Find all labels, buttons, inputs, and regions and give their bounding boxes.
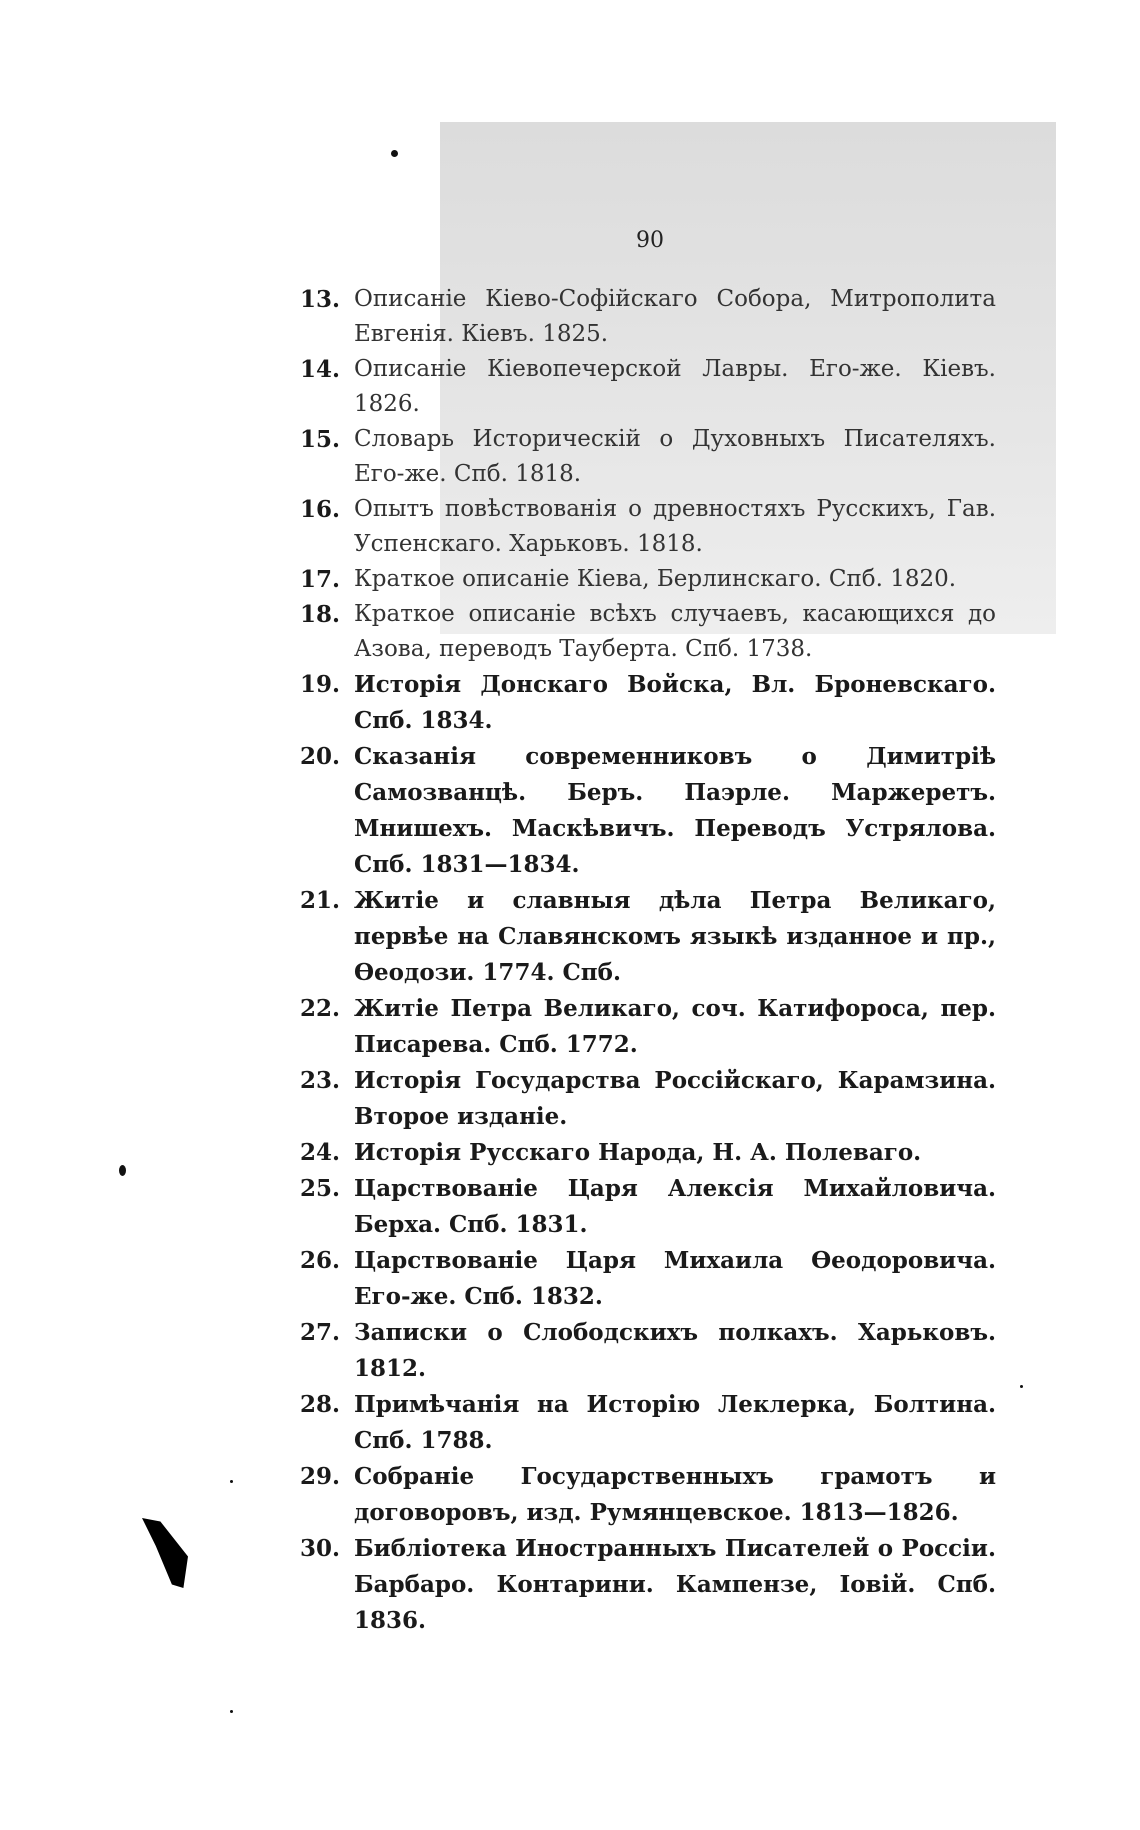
entry-text: Описаніе Кіевопечерской Лавры. Его-же. Кіевъ. 1826. xyxy=(354,356,996,417)
entry-text: Собраніе Государственныхъ грамотъ и договоровъ, изд. Румянцевское. 1813—1826. xyxy=(354,1463,996,1526)
bibliography-entry xyxy=(300,667,996,739)
entry-text: Царствованіе Царя Михаила Өеодоровича. Его-же. Спб. 1832. xyxy=(354,1247,996,1310)
entry-text: Краткое описаніе Кіева, Берлинскаго. Спб. 1820. xyxy=(354,566,957,592)
entry-number: 24. xyxy=(300,1139,341,1166)
scan-speck xyxy=(391,150,398,157)
bibliography-entry xyxy=(300,562,996,597)
bibliography-entry xyxy=(300,1387,996,1459)
entry-number: 16. xyxy=(300,496,341,523)
entry-text: Описаніе Кіево-Софійскаго Собора, Митрополита Евгенія. Кіевъ. 1825. xyxy=(354,286,996,347)
bibliography-entry xyxy=(300,1315,996,1387)
entry-number: 13. xyxy=(300,286,341,313)
bibliography-entry xyxy=(300,597,996,667)
bibliography-entry xyxy=(300,739,996,883)
bibliography-entry xyxy=(300,1135,996,1171)
entry-text: Словарь Историческій о Духовныхъ Писателяхъ. Его-же. Спб. 1818. xyxy=(354,426,996,487)
entry-text: Царствованіе Царя Алексія Михайловича. Берха. Спб. 1831. xyxy=(354,1175,996,1238)
bibliography-entry xyxy=(300,1171,996,1243)
entry-number: 18. xyxy=(300,601,341,628)
bibliography-entry xyxy=(300,1459,996,1531)
bibliography-entry xyxy=(300,282,996,352)
scan-speck xyxy=(119,1165,126,1176)
bibliography-entry xyxy=(300,1243,996,1315)
bibliography-entry xyxy=(300,422,996,492)
entry-text: Библіотека Иностранныхъ Писателей о Россіи. Барбаро. Контарини. Кампензе, Іовій. Спб. 1836. xyxy=(354,1535,996,1634)
entry-text: Исторія Донскаго Войска, Вл. Броневскаго. Спб. 1834. xyxy=(354,671,996,734)
entry-text: Опытъ повѣствованія о древностяхъ Русскихъ, Гав. Успенскаго. Харьковъ. 1818. xyxy=(354,496,996,557)
entry-number: 25. xyxy=(300,1175,341,1202)
entry-number: 19. xyxy=(300,671,341,698)
bibliography-entry xyxy=(300,991,996,1063)
entry-text: Записки о Слободскихъ полкахъ. Харьковъ. 1812. xyxy=(354,1319,996,1382)
entry-text: Краткое описаніе всѣхъ случаевъ, касающихся до Азова, переводъ Тауберта. Спб. 1738. xyxy=(354,601,996,662)
bibliography-entry xyxy=(300,352,996,422)
entry-number: 23. xyxy=(300,1067,341,1094)
entry-number: 29. xyxy=(300,1463,341,1490)
entry-number: 15. xyxy=(300,426,341,453)
entry-number: 22. xyxy=(300,995,341,1022)
entry-number: 28. xyxy=(300,1391,341,1418)
bibliography-list xyxy=(300,282,996,1639)
entry-number: 26. xyxy=(300,1247,341,1274)
entry-text: Житіе и славныя дѣла Петра Великаго, первѣе на Славянскомъ языкѣ изданное и пр., Өеодози. 1774. Спб. xyxy=(354,887,996,986)
page-number: 90 xyxy=(636,228,664,253)
bibliography-entry xyxy=(300,492,996,562)
entry-text: Исторія Государства Россійскаго, Карамзина. Второе изданіе. xyxy=(354,1067,996,1130)
entry-number: 21. xyxy=(300,887,341,914)
entry-number: 20. xyxy=(300,743,341,770)
bibliography-entry xyxy=(300,883,996,991)
entry-text: Сказанія современниковъ о Димитріѣ Самозванцѣ. Беръ. Паэрле. Маржеретъ. Мнишехъ. Маскѣвичъ. Переводъ Устрялова. Спб. 1831—1834. xyxy=(354,743,996,878)
entry-text: Житіе Петра Великаго, соч. Катифороса, пер. Писарева. Спб. 1772. xyxy=(354,995,996,1058)
scan-speck xyxy=(230,1480,233,1483)
entry-text: Примѣчанія на Исторію Леклерка, Болтина. Спб. 1788. xyxy=(354,1391,996,1454)
bibliography-entry xyxy=(300,1531,996,1639)
entry-number: 14. xyxy=(300,356,341,383)
scan-speck xyxy=(230,1710,233,1713)
entry-number: 17. xyxy=(300,566,341,593)
entry-number: 27. xyxy=(300,1319,341,1346)
entry-text: Исторія Русскаго Народа, Н. А. Полеваго. xyxy=(354,1139,922,1166)
bibliography-entry xyxy=(300,1063,996,1135)
entry-number: 30. xyxy=(300,1535,341,1562)
scan-speck xyxy=(1020,1385,1023,1388)
